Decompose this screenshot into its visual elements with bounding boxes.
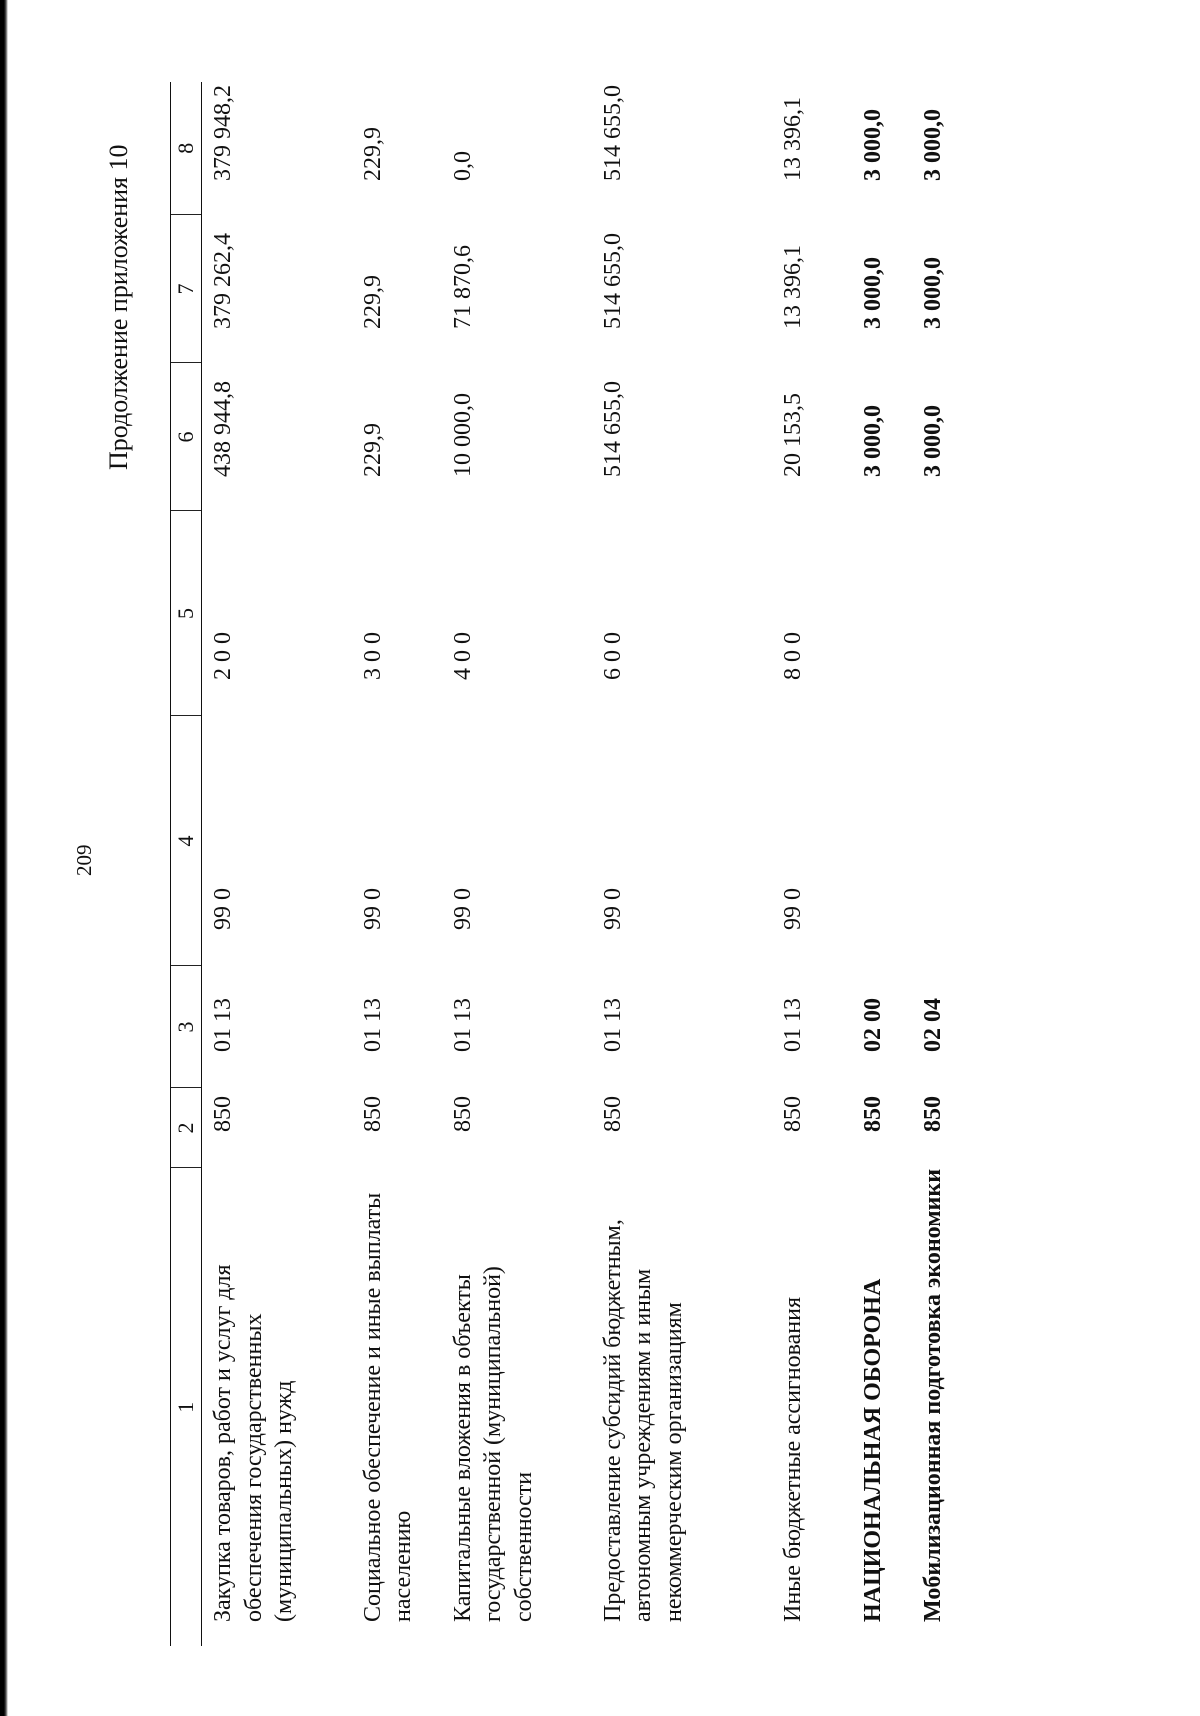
row-c5: 3 0 0 <box>359 632 386 680</box>
row-c3: 02 00 <box>859 998 886 1052</box>
col-header-8: 8 <box>171 82 202 215</box>
row-c8: 379 948,2 <box>210 85 236 181</box>
row-c2: 850 <box>210 1096 236 1132</box>
table-row <box>202 82 352 1646</box>
row-name: Мобилизационная подготовка экономики <box>919 1168 946 1622</box>
row-c7: 3 000,0 <box>919 257 946 329</box>
row-c8: 229,9 <box>359 127 386 181</box>
row-c7: 229,9 <box>359 275 386 329</box>
row-c3: 01 13 <box>449 998 476 1052</box>
row-c8: 3 000,0 <box>919 109 946 181</box>
table-row <box>442 82 592 1646</box>
row-c7: 379 262,4 <box>210 233 236 329</box>
row-c5: 8 0 0 <box>779 632 806 680</box>
row-c8: 13 396,1 <box>779 97 806 181</box>
table-row <box>772 82 852 1646</box>
col-header-5: 5 <box>171 511 202 716</box>
row-c6: 3 000,0 <box>859 405 886 477</box>
row-c7: 71 870,6 <box>449 245 476 329</box>
row-name: Закупка товаров, работ и услуг для обеспечения государственных (муниципальных) нужд <box>210 1264 298 1622</box>
row-c3: 01 13 <box>359 998 386 1052</box>
row-c3: 02 04 <box>919 998 946 1052</box>
col-header-4: 4 <box>171 716 202 966</box>
row-c5: 4 0 0 <box>449 632 476 680</box>
row-c2: 850 <box>599 1096 626 1132</box>
col-header-7: 7 <box>171 215 202 363</box>
row-c5 <box>912 511 1121 716</box>
row-c6: 438 944,8 <box>210 381 236 477</box>
row-c7: 3 000,0 <box>859 257 886 329</box>
row-c7: 514 655,0 <box>599 233 626 329</box>
row-c8: 3 000,0 <box>859 109 886 181</box>
table-row <box>852 82 912 1646</box>
row-c4: 99 0 <box>779 888 806 930</box>
row-c5: 6 0 0 <box>599 632 626 680</box>
row-name: Капитальные вложения в объекты государственной (муниципальной) собственности <box>449 1266 537 1622</box>
table-row <box>352 82 442 1646</box>
row-name: Иные бюджетные ассигнования <box>779 1297 806 1622</box>
row-c3: 01 13 <box>210 998 236 1052</box>
row-c6: 3 000,0 <box>919 405 946 477</box>
row-name: Предоставление субсидий бюджетным, автономным учреждениям и иным некоммерческим организациям <box>599 1219 687 1622</box>
page-number: 209 <box>72 844 96 876</box>
col-header-6: 6 <box>171 363 202 511</box>
row-c5 <box>852 511 912 716</box>
row-name: НАЦИОНАЛЬНАЯ ОБОРОНА <box>859 1278 886 1622</box>
row-c2: 850 <box>779 1096 806 1132</box>
row-c8: 514 655,0 <box>599 85 626 181</box>
row-name: Социальное обеспечение и иные выплаты населению <box>359 1192 417 1622</box>
row-c7: 13 396,1 <box>779 245 806 329</box>
row-c4: 99 0 <box>599 888 626 930</box>
row-c3: 01 13 <box>599 998 626 1052</box>
row-c4: 99 0 <box>210 888 236 930</box>
appendix-note: Продолжение приложения 10 <box>104 144 133 470</box>
header-row <box>171 82 202 1646</box>
row-c3: 01 13 <box>779 998 806 1052</box>
row-c5: 2 0 0 <box>210 632 236 680</box>
row-c2: 850 <box>449 1096 476 1132</box>
row-c2: 850 <box>919 1096 946 1132</box>
row-c6: 10 000,0 <box>449 393 476 477</box>
row-c6: 514 655,0 <box>599 381 626 477</box>
col-header-1: 1 <box>171 1168 202 1646</box>
row-c4 <box>852 716 912 966</box>
row-c4: 99 0 <box>449 888 476 930</box>
col-header-3: 3 <box>171 966 202 1088</box>
budget-table <box>170 82 1120 1646</box>
row-c2: 850 <box>359 1096 386 1132</box>
row-c4: 99 0 <box>359 888 386 930</box>
row-c2: 850 <box>859 1096 886 1132</box>
row-c6: 20 153,5 <box>779 393 806 477</box>
col-header-2: 2 <box>171 1088 202 1168</box>
row-c4 <box>912 716 1121 966</box>
table-row <box>912 82 1121 1646</box>
table-row <box>592 82 772 1646</box>
row-c8: 0,0 <box>449 151 476 181</box>
row-c6: 229,9 <box>359 423 386 477</box>
